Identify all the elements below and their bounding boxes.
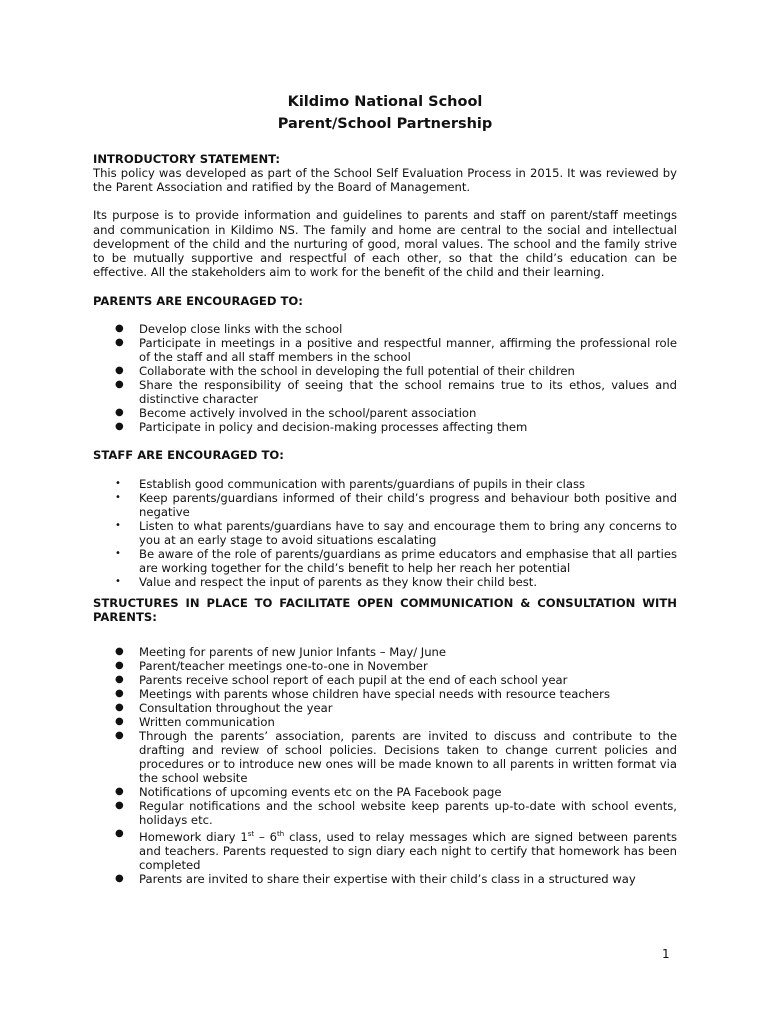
parents-heading: PARENTS ARE ENCOURAGED TO: bbox=[93, 294, 303, 309]
list-item-text: Keep parents/guardians informed of their child’s progress and behaviour both positive and negative bbox=[139, 491, 677, 520]
bullet-icon: ● bbox=[115, 646, 124, 658]
list-item-text: Parent/teacher meetings one-to-one in November bbox=[139, 659, 428, 674]
structures-heading: STRUCTURES IN PLACE TO FACILITATE OPEN COMMUNICATION & CONSULTATION WITH PARENTS: bbox=[93, 596, 677, 625]
list-item bbox=[93, 673, 677, 687]
list-item-text: Become actively involved in the school/parent association bbox=[139, 406, 477, 421]
list-item-text: Parents receive school report of each pupil at the end of each school year bbox=[139, 673, 568, 688]
document-page bbox=[93, 92, 677, 886]
intro-heading: INTRODUCTORY STATEMENT: bbox=[93, 152, 281, 166]
list-item bbox=[93, 799, 677, 827]
list-item-text: Homework diary 1st – 6th class, used to relay messages which are signed between parents and teachers. Parents requested to sign diary each night to certify that homework has been completed bbox=[139, 830, 677, 873]
document-title: Parent/School Partnership bbox=[277, 116, 493, 132]
school-name: Kildimo National School bbox=[287, 94, 483, 110]
list-item-text: Meetings with parents whose children have special needs with resource teachers bbox=[139, 687, 610, 702]
bullet-icon: ● bbox=[115, 800, 124, 812]
list-item bbox=[93, 715, 677, 729]
list-item-text: Written communication bbox=[139, 715, 275, 730]
list-item-text: Consultation throughout the year bbox=[139, 701, 333, 716]
list-item-text: Meeting for parents of new Junior Infants – May/ June bbox=[139, 645, 447, 660]
structures-list bbox=[93, 645, 677, 886]
bullet-icon: ● bbox=[115, 379, 124, 391]
bullet-icon: ● bbox=[115, 323, 124, 335]
bullet-icon: ● bbox=[115, 688, 124, 700]
list-item-text: Value and respect the input of parents as they know their child best. bbox=[139, 575, 538, 590]
list-item bbox=[93, 575, 677, 589]
bullet-icon: ● bbox=[115, 730, 124, 742]
bullet-icon: • bbox=[115, 492, 121, 504]
list-item-text: Listen to what parents/guardians have to say and encourage them to bring any concerns to you at an early stage to avoid situations escalating bbox=[139, 519, 677, 548]
bullet-icon: ● bbox=[115, 365, 124, 377]
list-item bbox=[93, 322, 677, 336]
bullet-icon: • bbox=[115, 576, 121, 588]
bullet-icon: ● bbox=[115, 660, 124, 672]
list-item bbox=[93, 659, 677, 673]
intro-paragraph-1: This policy was developed as part of the School Self Evaluation Process in 2015. It was reviewed by the Parent Association and ratified by the Board of Management. bbox=[93, 166, 677, 195]
bullet-icon: • bbox=[115, 478, 121, 490]
bullet-icon: ● bbox=[115, 786, 124, 798]
list-item-text: Participate in meetings in a positive and respectful manner, affirming the professional role of the staff and all staff members in the school bbox=[139, 336, 677, 365]
list-item bbox=[93, 645, 677, 659]
list-item-text: Regular notifications and the school website keep parents up-to-date with school events, holidays etc. bbox=[139, 799, 677, 828]
intro-paragraph-2: Its purpose is to provide information and guidelines to parents and staff on parent/staff meetings and communication in Kildimo NS. The family and home are central to the social and intellectual development of the child and the nurturing of good, moral values. The school and the family strive to be mutually supportive and respectful of each other, so that the child’s education can be effective. All the stakeholders aim to work for the benefit of the child and their learning. bbox=[93, 208, 677, 280]
bullet-icon: ● bbox=[115, 702, 124, 714]
list-item bbox=[93, 785, 677, 799]
list-item bbox=[93, 729, 677, 785]
list-item bbox=[93, 687, 677, 701]
list-item-text: Notifications of upcoming events etc on the PA Facebook page bbox=[139, 785, 502, 800]
page-number: 1 bbox=[662, 947, 670, 961]
list-item-text: Develop close links with the school bbox=[139, 322, 343, 337]
bullet-icon: ● bbox=[115, 337, 124, 349]
list-item bbox=[93, 378, 677, 406]
list-item-text: Establish good communication with parents/guardians of pupils in their class bbox=[139, 477, 586, 492]
list-item-text: Parents are invited to share their expertise with their child’s class in a structured way bbox=[139, 872, 636, 887]
list-item-text: Through the parents’ association, parents are invited to discuss and contribute to the drafting and review of school policies. Decisions taken to change current policies and procedures or to introduce new ones will be made known to all parents in written format via the school website bbox=[139, 729, 677, 786]
list-item-text: Share the responsibility of seeing that the school remains true to its ethos, values and distinctive character bbox=[139, 378, 677, 407]
list-item bbox=[93, 406, 677, 420]
list-item bbox=[93, 364, 677, 378]
list-item bbox=[93, 701, 677, 715]
bullet-icon: ● bbox=[115, 674, 124, 686]
bullet-icon: ● bbox=[115, 828, 124, 840]
list-item-text: Participate in policy and decision-making processes affecting them bbox=[139, 420, 528, 435]
bullet-icon: ● bbox=[115, 873, 124, 885]
list-item bbox=[93, 336, 677, 364]
list-item bbox=[93, 491, 677, 519]
staff-list bbox=[93, 477, 677, 589]
list-item bbox=[93, 827, 677, 872]
bullet-icon: • bbox=[115, 520, 121, 532]
list-item bbox=[93, 477, 677, 491]
list-item-text: Collaborate with the school in developing the full potential of their children bbox=[139, 364, 575, 379]
bullet-icon: ● bbox=[115, 407, 124, 419]
list-item bbox=[93, 872, 677, 886]
bullet-icon: • bbox=[115, 548, 121, 560]
bullet-icon: ● bbox=[115, 421, 124, 433]
list-item bbox=[93, 547, 677, 575]
parents-list bbox=[93, 322, 677, 434]
list-item bbox=[93, 420, 677, 434]
list-item-text: Be aware of the role of parents/guardians as prime educators and emphasise that all parties are working together for the child’s benefit to help her reach her potential bbox=[139, 547, 677, 576]
staff-heading: STAFF ARE ENCOURAGED TO: bbox=[93, 448, 284, 463]
list-item bbox=[93, 519, 677, 547]
bullet-icon: ● bbox=[115, 716, 124, 728]
